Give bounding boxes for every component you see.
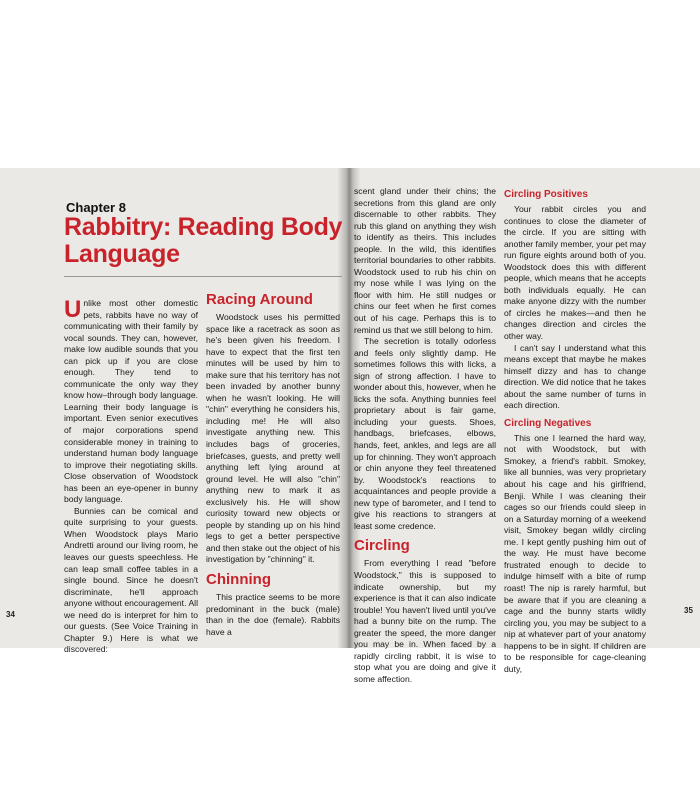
right-col1-paragraph-2: The secretion is totally odorless and feels only slightly damp. He sometimes follows this with licks, a sign of strong affection. I have to wonder about this, however, when he licks the sofa. Anything bunnies feel proprietary about is fair game, including your guests. Shoes, handbags, briefcases, elbows, hands, feet, ankles, and legs are all up for chinning. They won't approach or chin anyone they feel threatened by. Woodstock's reactions to acquaintances and people provide a new type of barometer, and I tend to give his reactions to strangers at least some credence. (354, 336, 496, 531)
section-heading-racing-around: Racing Around (206, 291, 313, 308)
right-col1-paragraph-3: From everything I read "before Woodstock," this is supposed to indicate ownership, but my experience is that it can also indicate trouble! You haven't lived until you've had a bunny bite on the rump. The greater the speed, the more danger you may be in. When faced by a rapidly circling rabbit, it is wise to stop what you are doing and give it some affection. (354, 558, 496, 684)
left-page-column-2 (206, 288, 340, 638)
section-heading-circling-positives: Circling Positives (504, 189, 588, 200)
section-heading-circling-negatives: Circling Negatives (504, 417, 592, 429)
left-col1-paragraph-1: Unlike most other domestic pets, rabbits have no way of communicating with their family by vocal sounds. They can, however, make low audible sounds that you can pick up if you are close enough. They tend to communicate the only way they know how–through body language. Learning their body language is important. Even senior executives of major corporations spend considerable money in training to understand human body language to improve their negotiating skills. Close observation of Woodstock has been an eye-opener in bunny body language. (64, 296, 198, 505)
right-col2-paragraph-2: I can't say I understand what this means except that maybe he makes himself dizzy and has to change direction. We did notice that he takes about the same number of turns in each direction. (504, 342, 646, 411)
title-rule (64, 276, 342, 277)
page-number-left: 34 (6, 610, 15, 619)
left-page-column-1 (64, 298, 198, 656)
left-col2-paragraph-1: Woodstock uses his permitted space like a racetrack as soon as he's been given his freedom. I have to expect that the first ten minutes will be used by him to make sure that his territory has not been invaded by another bunny when he wasn't looking. He will "chin" everything he considers his, including me! He will also investigate anything new. This includes bags of groceries, briefcases, guests, and pretty well anything left lying around at ground level. He will also "chin" anything new to mark it as exclusively his. He will show curiosity toward new objects or people by standing up on his hind legs to get a better perspective and then stake out the object of his investigation by "chinning" it. (206, 312, 340, 565)
right-col2-paragraph-3: This one I learned the hard way, not with Woodstock, but with Smokey, a friend's rabbit. Smokey, like all bunnies, was very proprietary about his cage and his girlfriend, Benji. While I was cleaning their cages so our friends could sleep in on a Saturday morning of a weekend visit, Smokey began wildly circling me. I kept gently pushing him out of the way. He must have become frustrated enough to decide to indulge himself with a bite of rump roast! The nip is rarely harmful, but be aware that if you are cleaning a cage and the bunny starts wildly circling you, you may be subject to a nip at whatever part of your anatomy happens to be in sight. If children are to be responsible for cage-cleaning duty, (504, 432, 646, 674)
left-col2-paragraph-2: This practice seems to be more predominant in the buck (male) than in the doe (female). Rabbits have a (206, 592, 340, 637)
book-spread (0, 168, 700, 684)
right-page-column-1 (354, 186, 496, 685)
chapter-title: Rabbitry: Reading Body Language (64, 213, 343, 268)
left-col1-paragraph-2: Bunnies can be comical and quite surprising to your guests. When Woodstock plays Mario Andretti around our living room, he leaves our guests speechless. He can leap small coffee tables in a single bound. Since he doesn't discriminate, he'll approach anyone without encouragement. All we need do is interpret for him to our guests. (See Voice Training in Chapter 9.) Here is what we discovered: (64, 505, 198, 655)
right-page-column-2 (504, 188, 646, 675)
section-heading-chinning: Chinning (206, 571, 271, 589)
chapter-label: Chapter 8 (66, 200, 126, 215)
right-col2-paragraph-1: Your rabbit circles you and continues to close the diameter of the circle. If you are sitting with another family member, your pet may run figure eights around both of you. Woodstock does this with different people, which means that he accepts both individuals equally. He can make anyone dizzy with the number of circles he makes—and then he changes direction and circles the other way. (504, 204, 646, 342)
drop-cap: U (64, 296, 82, 323)
section-heading-circling: Circling (354, 537, 410, 555)
right-col1-paragraph-1: scent gland under their chins; the secretions from this gland are only discernable to other rabbits. They rub this gland on anything they wish to identify as theirs. This includes people. In the wild, this identifies territorial boundaries to other rabbits. Woodstock used to rub his chin on my nose while I was lying on the floor with him. He still nudges or chins our feet when he first comes out of his cage. Perhaps this is to remind us that we still belong to him. (354, 186, 496, 335)
page-number-right: 35 (684, 606, 693, 615)
